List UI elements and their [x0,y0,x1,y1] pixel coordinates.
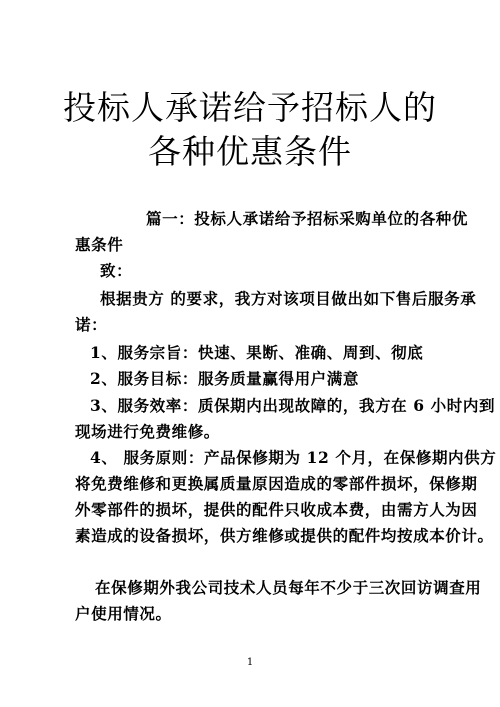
service-item-4-line3: 外零部件的损坏，提供的配件只收成本费，由需方人为因 [75,500,478,519]
closing-line2: 户使用情况。 [75,604,172,623]
document-title-line2: 各种优惠条件 [148,132,352,171]
subtitle-line1: 篇一：投标人承诺给予招标采购单位的各种优 [146,209,469,228]
service-item-4-line2: 将免费维修和更换属质量原因造成的零部件损坏，保修期 [75,474,478,493]
document-title-line1: 投标人承诺给予招标人的 [63,88,437,127]
service-item-2: 2、服务目标：服务质量赢得用户满意 [90,369,359,388]
service-item-1: 1、服务宗旨：快速、果断、准确、周到、彻底 [90,343,424,362]
service-item-3-line1: 3、服务效率：质保期内出现故障的，我方在 6 小时内到 [90,396,496,415]
salutation: 致： [100,261,133,280]
intro-line1: 根据贵方 的要求，我方对该项目做出如下售后服务承 [100,289,477,308]
page-number: 1 [246,657,254,668]
subtitle-line2: 惠条件 [75,235,124,254]
service-item-4-line4: 素造成的设备损坏，供方维修或提供的配件均按成本价计。 [75,526,494,545]
service-item-4-line1: 4、 服务原则：产品保修期为 12 个月，在保修期内供方 [90,448,497,467]
service-item-3-line2: 现场进行免费维修。 [75,422,220,441]
intro-line2: 诺： [75,315,108,334]
closing-line1: 在保修期外我公司技术人员每年不少于三次回访调查用 [95,578,482,597]
